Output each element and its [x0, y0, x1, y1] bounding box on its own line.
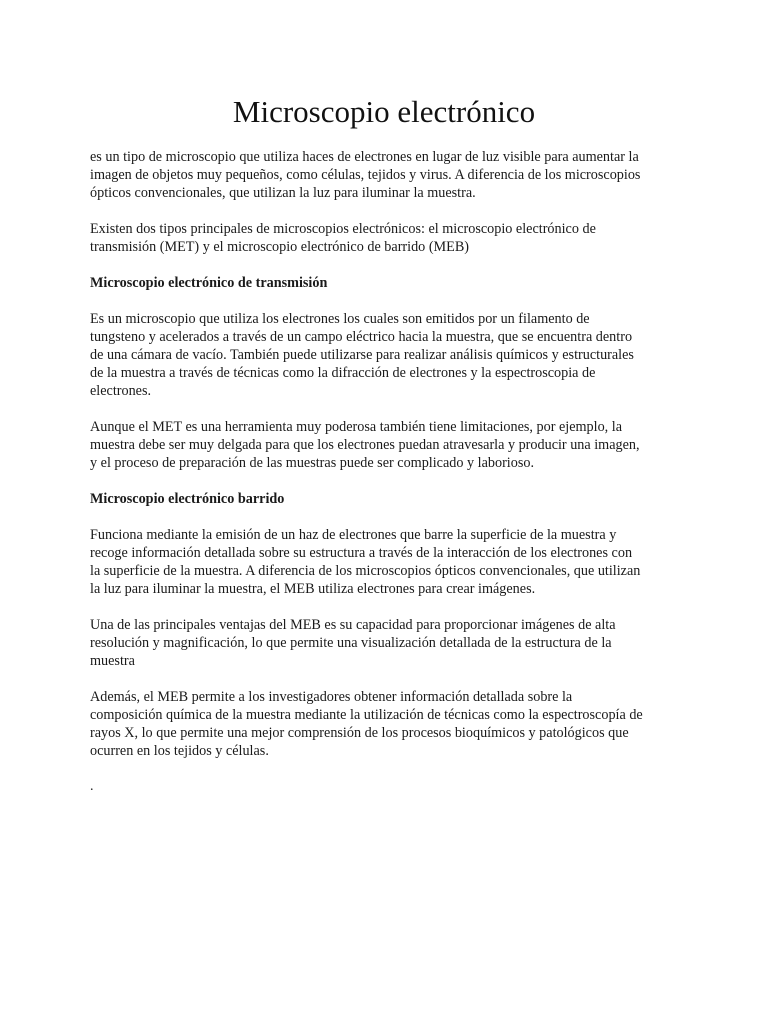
text-line: Aunque el MET es una herramienta muy poderosa también tiene limitaciones, por ejemplo, la — [90, 419, 623, 435]
document-body — [90, 148, 682, 814]
end-mark: . — [90, 779, 94, 794]
types-paragraph — [90, 220, 682, 256]
text-line: composición química de la muestra mediante la utilización de técnicas como la espectroscopía de — [90, 707, 643, 723]
meb-composition-paragraph — [90, 688, 682, 760]
text-line: la luz para iluminar la muestra, el MEB utiliza electrones para crear imágenes. — [90, 581, 536, 597]
text-line: electrones. — [90, 383, 152, 399]
text-line: de la muestra a través de técnicas como la difracción de electrones y la espectroscopia de — [90, 365, 596, 381]
section-heading-scanning: Microscopio electrónico barrido — [90, 491, 285, 507]
section-heading-transmission: Microscopio electrónico de transmisión — [90, 275, 328, 291]
text-line: es un tipo de microscopio que utiliza haces de electrones en lugar de luz visible para aumentar la — [90, 149, 639, 165]
meb-advantages-paragraph — [90, 616, 682, 670]
text-line: tungsteno y acelerados a través de un campo eléctrico hacia la muestra, que se encuentra dentro — [90, 329, 633, 345]
text-line: rayos X, lo que permite una mejor comprensión de los procesos bioquímicos y patológicos que — [90, 725, 629, 741]
text-line: imagen de objetos muy pequeños, como células, tejidos y virus. A diferencia de los microscopios — [90, 167, 641, 183]
text-line: transmisión (MET) y el microscopio electrónico de barrido (MEB) — [90, 239, 470, 255]
met-limitations-paragraph — [90, 418, 682, 472]
meb-description-paragraph — [90, 526, 682, 598]
document-title: Microscopio electrónico — [232, 94, 536, 129]
text-line: muestra debe ser muy delgada para que los electrones puedan atravesarla y producir una imagen, — [90, 437, 640, 453]
text-line: muestra — [90, 653, 135, 669]
met-description-paragraph — [90, 310, 682, 400]
text-line: ocurren en los tejidos y células. — [90, 743, 269, 759]
text-line: la superficie de la muestra. A diferencia de los microscopios ópticos convencionales, que utilizan — [90, 563, 641, 579]
text-line: Una de las principales ventajas del MEB es su capacidad para proporcionar imágenes de alta — [90, 617, 616, 633]
text-line: Además, el MEB permite a los investigadores obtener información detallada sobre la — [90, 689, 573, 705]
text-line: ópticos convencionales, que utilizan la luz para iluminar la muestra. — [90, 185, 476, 201]
text-line: Existen dos tipos principales de microscopios electrónicos: el microscopio electrónico de — [90, 221, 596, 237]
text-line: Es un microscopio que utiliza los electrones los cuales son emitidos por un filamento de — [90, 311, 590, 327]
text-line: de una cámara de vacío. También puede utilizarse para realizar análisis químicos y estructurales — [90, 347, 634, 363]
text-line: resolución y magnificación, lo que permite una visualización detallada de la estructura de la — [90, 635, 612, 651]
text-line: Funciona mediante la emisión de un haz de electrones que barre la superficie de la muestra y — [90, 527, 617, 543]
text-line: y el proceso de preparación de las muestras puede ser complicado y laborioso. — [90, 455, 534, 471]
text-line: recoge información detallada sobre su estructura a través de la interacción de los electrones con — [90, 545, 633, 561]
intro-paragraph — [90, 148, 682, 202]
